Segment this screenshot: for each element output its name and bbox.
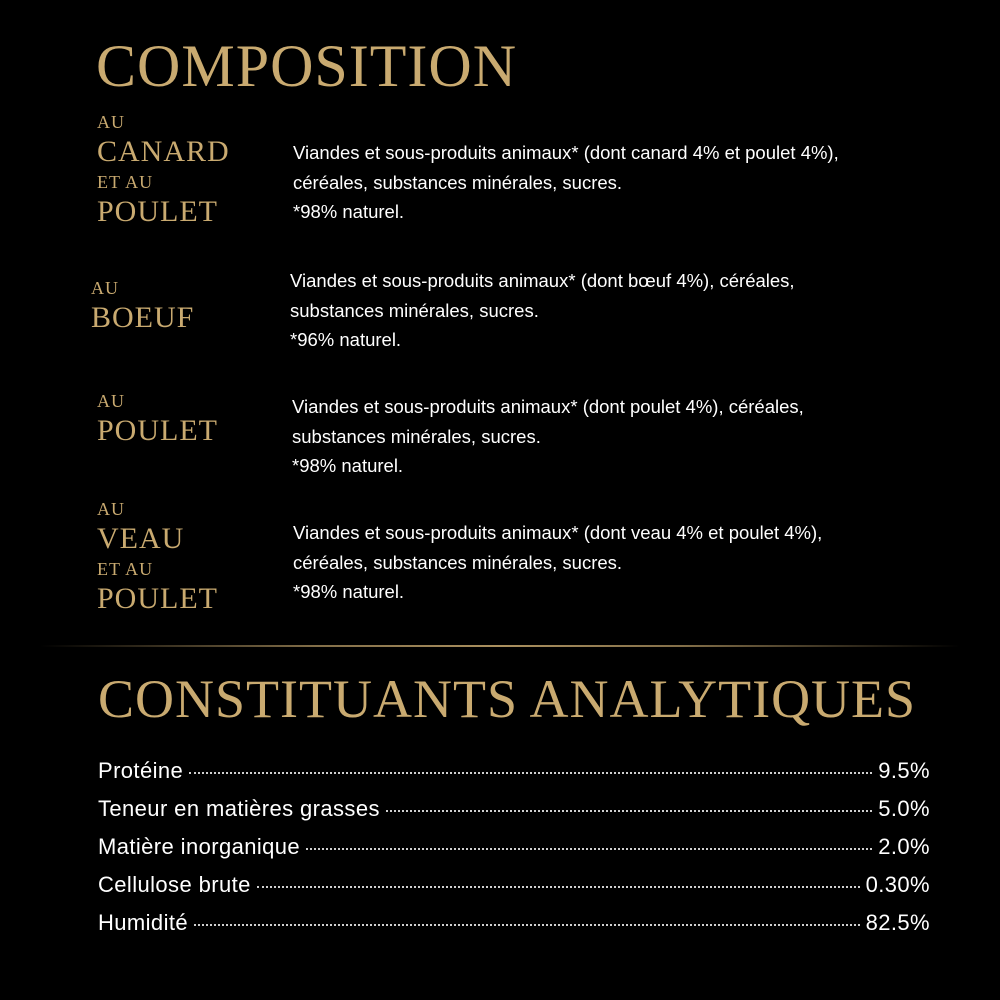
- variety-text-line: substances minérales, sucres.: [292, 425, 541, 447]
- variety-label-line: AU: [97, 391, 125, 411]
- analytics-title: CONSTITUANTS ANALYTIQUES: [98, 669, 917, 729]
- variety-label-poulet: [97, 386, 218, 446]
- analytics-row-matieres-grasses: [98, 796, 930, 834]
- analytics-row-matiere-inorganique: [98, 834, 930, 872]
- variety-text-line: *96% naturel.: [290, 329, 402, 350]
- page-title: COMPOSITION: [96, 33, 518, 99]
- dot-leader: [189, 772, 872, 774]
- analytics-value: 82.5%: [865, 910, 930, 935]
- analytics-list: [98, 758, 930, 948]
- analytics-value: 9.5%: [878, 758, 930, 783]
- analytics-label: Matière inorganique: [98, 834, 301, 859]
- analytics-row-humidite: [98, 910, 930, 948]
- analytics-row-proteine: [98, 758, 930, 796]
- analytics-label: Humidité: [98, 910, 189, 935]
- dot-leader: [257, 886, 860, 888]
- variety-text-poulet: [292, 392, 804, 481]
- variety-label-canard-poulet: [97, 107, 230, 227]
- variety-text-line: Viandes et sous-produits animaux* (dont bœuf 4%), céréales,: [290, 270, 795, 291]
- analytics-label: Protéine: [98, 758, 184, 783]
- variety-label-veau-poulet: [97, 494, 218, 614]
- variety-label-line: VEAU: [97, 522, 185, 555]
- variety-text-canard-poulet: [293, 138, 839, 227]
- dot-leader: [306, 848, 872, 850]
- variety-text-line: substances minérales, sucres.: [290, 299, 539, 321]
- analytics-value: 0.30%: [865, 872, 930, 897]
- variety-label-line: AU: [97, 112, 125, 132]
- variety-text-line: Viandes et sous-produits animaux* (dont poulet 4%), céréales,: [292, 396, 804, 417]
- analytics-value: 5.0%: [878, 796, 930, 821]
- variety-text-boeuf: [290, 266, 795, 355]
- variety-label-line: BOEUF: [91, 301, 195, 334]
- analytics-label: Cellulose brute: [98, 872, 251, 897]
- analytics-label: Teneur en matières grasses: [98, 796, 380, 821]
- variety-label-line: CANARD: [97, 135, 230, 168]
- variety-label-line: ET AU: [97, 559, 154, 579]
- variety-label-line: AU: [97, 499, 125, 519]
- variety-text-line: *98% naturel.: [292, 455, 404, 476]
- variety-text-line: *98% naturel.: [293, 581, 405, 602]
- variety-label-line: POULET: [97, 414, 218, 447]
- variety-text-line: *98% naturel.: [293, 201, 405, 222]
- variety-text-line: céréales, substances minérales, sucres.: [293, 171, 623, 193]
- section-divider: [40, 645, 960, 647]
- analytics-row-cellulose-brute: [98, 872, 930, 910]
- analytics-value: 2.0%: [878, 834, 930, 859]
- dot-leader: [386, 810, 872, 812]
- variety-label-boeuf: [91, 273, 194, 333]
- dot-leader: [194, 924, 860, 926]
- variety-text-line: Viandes et sous-produits animaux* (dont veau 4% et poulet 4%),: [293, 522, 823, 543]
- variety-text-line: céréales, substances minérales, sucres.: [293, 551, 623, 573]
- variety-text-veau-poulet: [293, 518, 822, 607]
- variety-text-line: Viandes et sous-produits animaux* (dont canard 4% et poulet 4%),: [293, 142, 839, 163]
- variety-label-line: POULET: [97, 195, 218, 228]
- variety-label-line: AU: [91, 278, 119, 298]
- variety-label-line: ET AU: [97, 172, 154, 192]
- variety-label-line: POULET: [97, 582, 218, 615]
